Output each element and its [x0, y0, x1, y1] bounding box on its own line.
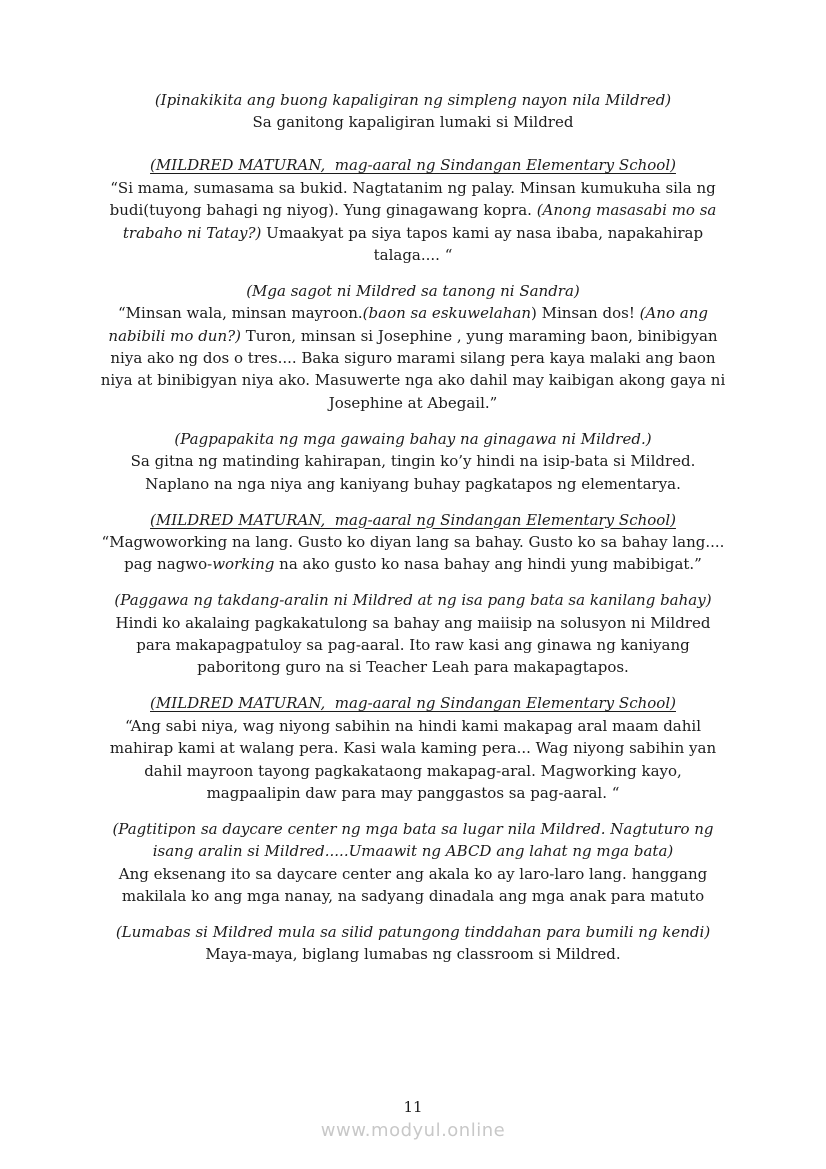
paragraph-text — [97, 450, 729, 495]
section-mildred-interview-1 — [97, 154, 729, 266]
text-segment: Ang eksenang ito sa daycare center ang akala ko ay laro-laro lang. hanggang makilala ko ang mga nanay, na sadyang dinadala ang mga anak para matuto — [118, 864, 713, 906]
section-scene-setting — [97, 89, 729, 134]
stage-direction — [97, 89, 729, 111]
stage-direction — [97, 921, 729, 943]
text-segment: working — [212, 555, 275, 574]
speaker-heading — [97, 692, 729, 714]
text-segment: (Ipinakikita ang buong kapaligiran ng simpleng nayon nila Mildred) — [154, 91, 672, 109]
text-segment: (Pagtitipon sa daycare center ng mga bata sa lugar nila Mildred. Nagtuturo ng isang aralin si Mildred.....Umaawit ng ABCD ang lahat ng mga bata) — [112, 819, 719, 861]
text-segment: Umaakyat pa siya tapos kami ay nasa ibaba, napakahirap talaga.... “ — [261, 223, 708, 264]
text-segment: Turon, minsan si Josephine , yung maraming baon, binibigyan niya ako ng dos o tres.... Baka siguro marami silang pera kaya malaki ang baon niya at binibigyan niya ako. Masuwerte nga ako dahil may kaibigan akong gaya ni Josephine at Abegail.” — [100, 326, 731, 412]
paragraph-text — [97, 531, 729, 576]
text-segment: (Pagpapakita ng mga gawaing bahay na ginagawa ni Mildred.) — [174, 429, 652, 448]
stage-direction — [97, 428, 729, 450]
speaker-heading — [97, 154, 729, 176]
text-segment: “Si mama, sumasama sa bukid. Nagtatanim ng palay. Minsan kumukuha sila ng budi(tuyong bahagi ng niyog). Yung ginagawang kopra. — [109, 178, 721, 220]
paragraph-text — [97, 943, 729, 965]
text-segment: (MILDRED MATURAN, mag-aaral ng Sindangan Elementary School) — [150, 510, 676, 529]
paragraph-text — [97, 302, 729, 414]
paragraph-text — [97, 612, 729, 679]
text-segment: Sa gitna ng matinding kahirapan, tingin ko’y hindi na isip-bata si Mildred. Naplano na nga niya ang kaniyang buhay pagkatapos ng elementarya. — [130, 452, 701, 493]
stage-direction — [97, 818, 729, 863]
section-mildred-interview-3 — [97, 692, 729, 804]
speaker-heading — [97, 509, 729, 531]
section-homework — [97, 589, 729, 679]
stage-direction — [97, 589, 729, 611]
text-segment: ) Minsan dos! — [530, 304, 640, 323]
text-segment: (MILDRED MATURAN, mag-aaral ng Sindangan Elementary School) — [150, 694, 676, 713]
text-segment: (Mga sagot ni Mildred sa tanong ni Sandra) — [246, 281, 580, 300]
paragraph-text — [97, 111, 729, 133]
paragraph-text — [97, 177, 729, 267]
paragraph-text — [97, 715, 729, 805]
page-number: 11 — [403, 1098, 423, 1116]
section-house-chores — [97, 428, 729, 495]
text-segment: (Ano ang nabibili mo dun?) — [108, 304, 713, 345]
text-segment: Hindi ko akalaing pagkakatulong sa bahay ang maiisip na solusyon ni Mildred para makapagpatuloy sa pag-aaral. Ito raw kasi ang ginawa ng kaniyang paboritong guro na si Teacher Leah para makapagtapos. — [115, 613, 716, 677]
stage-direction — [97, 280, 729, 302]
text-segment: na ako gusto ko nasa bahay ang hindi yung mabibigat.” — [274, 555, 702, 574]
section-mildred-answers-sandra — [97, 280, 729, 414]
text-segment: Sa ganitong kapaligiran lumaki si Mildred — [252, 113, 574, 132]
paragraph-text — [97, 863, 729, 908]
text-segment: (MILDRED MATURAN, mag-aaral ng Sindangan Elementary School) — [150, 156, 676, 175]
section-leaves-classroom — [97, 921, 729, 966]
text-segment: (Anong masasabi mo sa trabaho ni Tatay?) — [122, 201, 722, 242]
text-segment: (baon sa eskuwelahan — [362, 304, 531, 323]
text-segment: “Magwoworking na lang. Gusto ko diyan lang sa bahay. Gusto ko sa bahay lang.... pag nagwo- — [101, 532, 730, 574]
text-segment: Maya-maya, biglang lumabas ng classroom si Mildred. — [205, 945, 621, 964]
section-daycare-center — [97, 818, 729, 908]
text-segment: (Paggawa ng takdang-aralin ni Mildred at ng isa pang bata sa kanilang bahay) — [114, 591, 712, 610]
watermark: www.modyul.online — [320, 1120, 506, 1141]
text-segment: “Ang sabi niya, wag niyong sabihin na hindi kami makapag aral maam dahil mahirap kami at walang pera. Kasi wala kaming pera... Wag niyong sabihin yan dahil mayroon tayong pagkakataong makapag-aral. Magworking kayo, magpaalipin daw para may panggastos sa pag-aaral. “ — [109, 716, 721, 802]
text-segment: “Minsan wala, minsan mayroon. — [118, 304, 363, 323]
text-segment: (Lumabas si Mildred mula sa silid patungong tinddahan para bumili ng kendi) — [115, 923, 711, 941]
section-mildred-interview-2 — [97, 509, 729, 576]
